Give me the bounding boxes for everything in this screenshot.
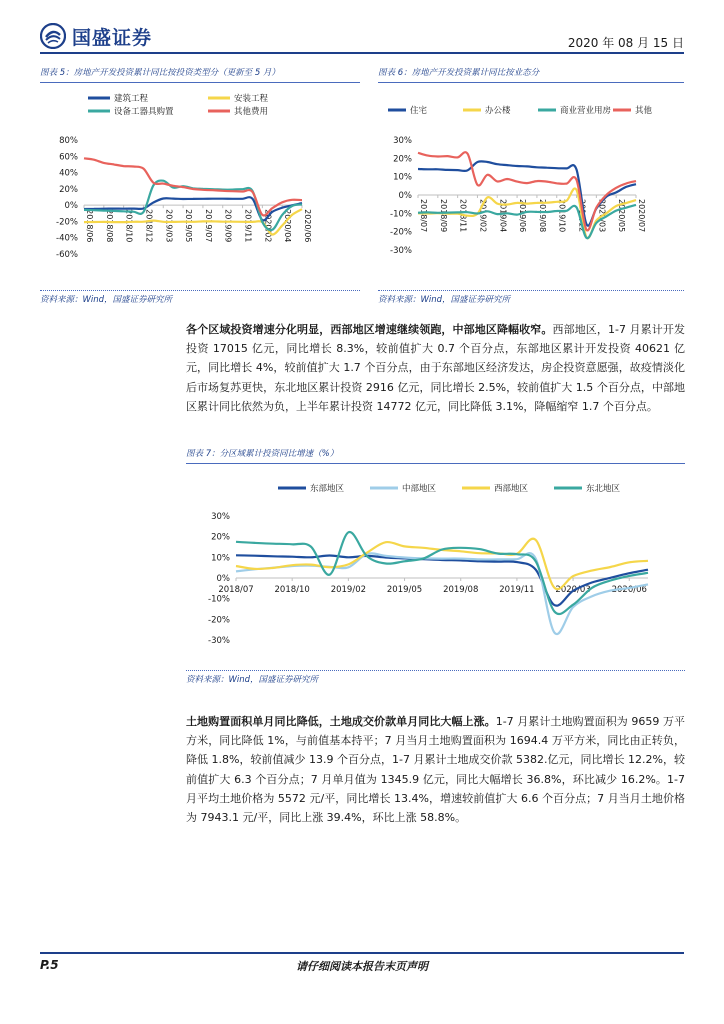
fig6-y-tick-label: -20%: [390, 227, 412, 238]
figure7-title: 图表 7：分区域累计投资同比增速（%）: [186, 449, 339, 459]
fig7-x-tick-label: 2020/03: [555, 585, 591, 595]
header-divider: [40, 52, 684, 54]
fig7-series-line: [236, 539, 648, 590]
figure5-source: 资料来源：Wind，国盛证券研究所: [40, 295, 173, 305]
fig7-x-tick-label: 2018/07: [218, 585, 254, 595]
fig7-y-tick-label: -30%: [208, 636, 230, 646]
paragraph-land-lead: 土地购置面积单月同比降低，土地成交价款单月同比大幅上涨。: [186, 715, 496, 728]
fig5-x-tick-label: 2018/06: [85, 209, 94, 243]
brand-logo: [40, 22, 152, 50]
fig5-y-tick-label: 40%: [59, 168, 78, 179]
fig6-x-tick-label: 2019/02: [478, 199, 488, 233]
fig5-y-tick-label: -60%: [56, 250, 78, 260]
brand-name: 国盛证券: [72, 26, 153, 49]
fig7-x-tick-label: 2018/10: [274, 585, 310, 595]
fig6-x-tick-label: 2019/04: [498, 199, 508, 233]
fig6-x-tick-label: 2019/12: [577, 199, 587, 233]
fig7-x-tick-label: 2019/08: [443, 585, 479, 595]
report-date: 2020 年 08 月 15 日: [567, 36, 684, 50]
figure7-source: 资料来源：Wind，国盛证券研究所: [186, 675, 319, 685]
fig6-y-tick-label: 20%: [393, 154, 412, 165]
fig5-legend-label: 安装工程: [234, 94, 269, 104]
figure5-title: 图表 5：房地产开发投资累计同比按投资类型分（更新至 5 月）: [40, 68, 280, 78]
fig6-legend-label: 住宅: [410, 106, 428, 116]
fig5-x-tick-label: 2020/02: [263, 209, 273, 243]
fig7-y-tick-label: -20%: [208, 615, 230, 626]
fig6-x-tick-label: 2018/09: [438, 199, 448, 233]
paragraph-regional-body: 西部地区，1-7 月累计开发投资 17015 亿元，同比增长 8.3%，较前值扩大 0.7 个百分点，东部地区累计开发投资 40621 亿元，同比增长 4%，较前值扩大 1.7 个百分点，由于东部地区经济发达，房企投资意愿强，故疫情淡化后市场复苏更快，东北地区累计投资 2916 亿元，同比增长 2.5%，较前值扩大 1.5 个百分点，中部地区累计同比依然为负，上半年累计投资 14772 亿元，同比降低 3.1%，降幅缩窄 1.7 个百分点。: [186, 323, 686, 413]
fig6-x-tick-label: 2018/07: [419, 199, 428, 233]
fig7-x-tick-label: 2019/11: [499, 585, 535, 595]
page-number: P.5: [40, 958, 59, 972]
figure7-title-rule: [186, 463, 685, 464]
fig6-legend-label: 商业营业用房: [560, 106, 612, 116]
fig5-x-tick-label: 2018/10: [124, 209, 134, 243]
figure7-source-rule: [186, 670, 685, 671]
fig5-legend-label: 其他费用: [234, 107, 269, 117]
fig5-x-tick-label: 2019/09: [223, 209, 233, 243]
fig5-y-tick-label: -20%: [56, 217, 78, 228]
paragraph-land-body: 1-7 月累计土地购置面积为 9659 万平方米，同比降低 1%，与前值基本持平；7 月当月土地购置面积为 1694.4 万平方米，同比由正转负，降低 1.8%，较前值减少 13.9 个百分点，1-7 月累计土地成交价款 5382.亿元，同比增长 12.2%，较前值扩大 6.3 个百分点；7 月单月值为 1345.9 亿元，同比大幅增长 36.8%，环比减少 16.2%。1-7 月平均土地价格为 5572 元/平，同比增长 13.4%，增速较前值扩大 6.6 个百分点；7 月当月土地价格为 7943.1 元/平，同比上涨 39.4%，环比上涨 58.8%。: [186, 715, 686, 825]
fig5-x-tick-label: 2019/07: [203, 209, 213, 243]
figure5-source-rule: [40, 290, 360, 291]
fig6-y-tick-label: -10%: [390, 209, 412, 220]
fig6-y-tick-label: 30%: [393, 136, 412, 146]
fig5-legend-label: 建筑工程: [114, 94, 149, 104]
fig7-x-tick-label: 2019/02: [330, 585, 367, 595]
fig6-y-tick-label: 0%: [398, 191, 412, 201]
fig5-x-tick-label: 2020/06: [303, 209, 312, 243]
figure5-title-rule: [40, 82, 360, 83]
fig7-y-tick-label: 30%: [211, 512, 230, 522]
fig6-legend-label: 其他: [635, 106, 653, 116]
figure6-source: 资料来源：Wind，国盛证券研究所: [378, 295, 511, 305]
fig5-x-tick-label: 2019/11: [243, 209, 253, 243]
fig7-legend-label: 西部地区: [494, 484, 529, 494]
fig7-y-tick-label: 10%: [211, 553, 230, 564]
fig5-x-tick-label: 2018/08: [104, 209, 114, 243]
fig5-y-tick-label: 0%: [64, 201, 78, 212]
fig5-y-tick-label: -40%: [56, 233, 78, 244]
fig6-x-tick-label: 2019/06: [518, 199, 528, 233]
fig6-y-tick-label: -30%: [390, 246, 412, 256]
fig6-x-tick-label: 2019/08: [537, 199, 547, 233]
figure6-title: 图表 6：房地产开发投资累计同比按业态分: [378, 68, 540, 78]
fig7-legend-label: 东部地区: [310, 484, 345, 494]
fig6-legend-label: 办公楼: [485, 106, 511, 116]
fig5-y-tick-label: 60%: [59, 152, 78, 163]
footer-divider: [40, 952, 684, 954]
figure6-chart: [378, 88, 684, 288]
paragraph-regional-lead: 各个区域投资增速分化明显，西部地区增速继续领跑，中部地区降幅收窄。: [186, 323, 553, 336]
paragraph-regional-investment: [186, 320, 685, 416]
fig7-legend-label: 中部地区: [402, 484, 437, 494]
fig5-x-tick-label: 2019/05: [184, 209, 194, 243]
fig7-legend-label: 东北地区: [586, 484, 621, 494]
figure6-source-rule: [378, 290, 684, 291]
paragraph-land-purchase: [186, 712, 685, 827]
fig6-x-tick-label: 2020/05: [617, 199, 627, 233]
fig5-legend-label: 设备工器具购置: [114, 107, 174, 117]
fig6-x-tick-label: 2018/11: [458, 199, 468, 233]
figure5-chart: [40, 88, 362, 288]
disclaimer-note: 请仔细阅读本报告末页声明: [296, 960, 428, 973]
fig6-x-tick-label: 2020/07: [637, 199, 646, 233]
fig7-y-tick-label: 0%: [216, 574, 230, 584]
fig5-y-tick-label: 80%: [59, 136, 78, 146]
fig6-x-tick-label: 2019/10: [557, 199, 567, 233]
fig5-x-tick-label: 2019/03: [164, 209, 174, 243]
figure6-title-rule: [378, 82, 684, 83]
fig6-y-tick-label: 10%: [393, 172, 412, 183]
fig5-y-tick-label: 20%: [59, 184, 78, 195]
fig7-y-tick-label: -10%: [208, 594, 230, 605]
fig7-x-tick-label: 2020/06: [611, 585, 647, 595]
brand-logo-icon: [40, 23, 66, 49]
fig7-x-tick-label: 2019/05: [386, 585, 423, 595]
fig5-series-line: [84, 158, 302, 215]
fig5-x-tick-label: 2018/12: [144, 209, 154, 243]
figure7-chart: [186, 468, 685, 668]
fig7-y-tick-label: 20%: [211, 532, 230, 543]
fig6-x-tick-label: 2020/03: [597, 199, 607, 233]
fig5-x-tick-label: 2020/04: [283, 209, 293, 243]
